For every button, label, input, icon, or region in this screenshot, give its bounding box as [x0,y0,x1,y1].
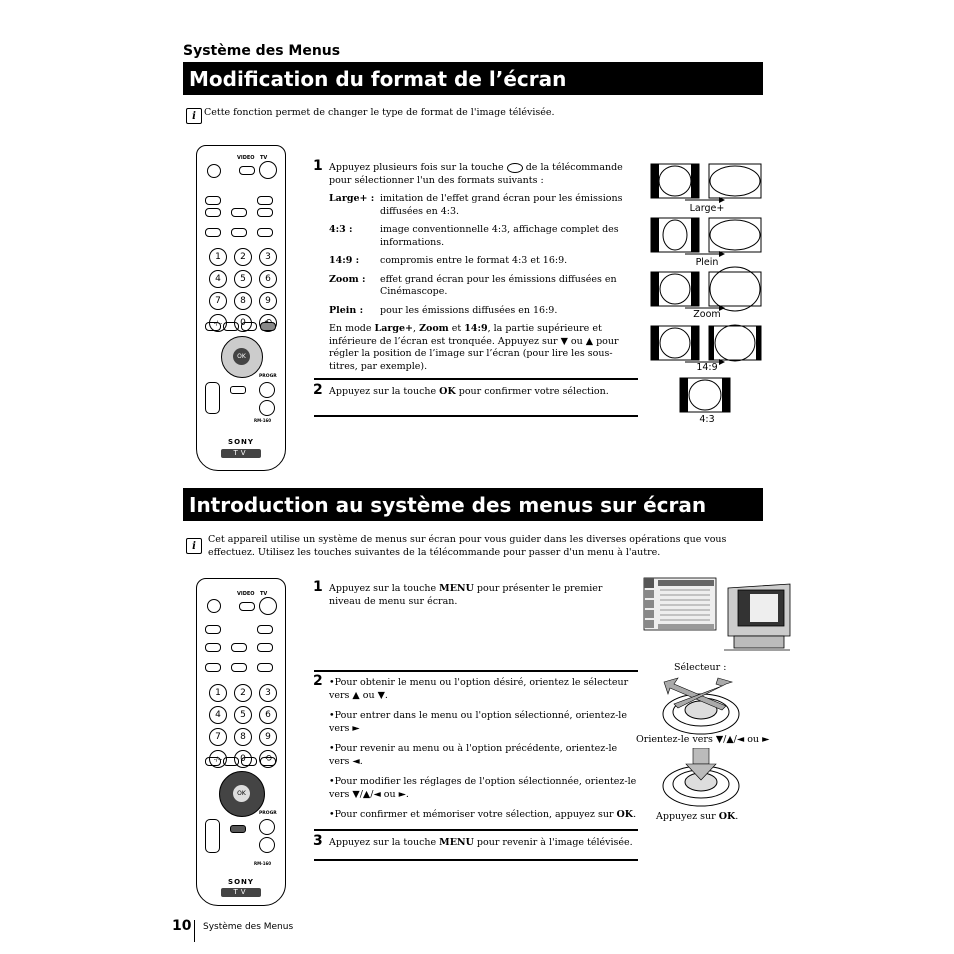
key-8: 8 [234,292,252,310]
key-3: 3 [259,684,277,702]
func-button [205,322,221,331]
format-term: 4:3 : [329,224,353,235]
key-double-digit: -/-- [209,314,227,332]
format-desc: image conventionnelle 4:3, affichage complet des informations. [380,224,619,248]
step2-instruction [329,386,634,399]
key-double-digit: -/-- [209,750,227,768]
format-item [329,193,634,218]
diagram-plein [651,218,761,257]
ok-button: OK [233,785,250,802]
step-text: Appuyez sur la touche [329,837,440,848]
prog-down-button [259,400,275,416]
bullet-item [329,710,637,735]
press-ok-label [656,811,738,824]
format-term: Large+ : [329,193,375,204]
number-keypad [209,248,277,332]
key-0: 0 [234,314,252,332]
func-button [257,196,273,205]
key-2: 2 [234,684,252,702]
section-label: Système des Menus [183,43,341,59]
format-item [329,305,634,318]
prog-up-button [259,819,275,835]
key-6: 6 [259,270,277,288]
step-number: 2 [313,382,323,398]
step-text: Appuyez sur la touche [329,583,440,594]
func-button [257,208,273,217]
diagram-caption: Large+ [689,203,725,214]
format-item [329,255,634,268]
format-diagrams [645,160,765,430]
bullet-item [329,677,637,702]
mode-note [329,323,634,373]
bullet-text: •Pour entrer dans le menu ou l'option sélectionné, orientez-le vers ► [329,710,627,734]
step2-bullets [329,677,637,830]
diagram-caption: 4:3 [699,414,715,425]
brand-logo: SONY [228,878,254,886]
info-icon: i [186,108,202,124]
ok-button: OK [233,348,250,365]
menu-key-label: MENU [439,583,474,594]
step1-text-a: Appuyez plusieurs fois sur la touche [329,162,504,173]
number-keypad [209,684,277,768]
remote-control-image [196,145,286,471]
video-label: VIDEO [237,591,255,597]
footer-separator [194,920,195,942]
divider [314,378,638,380]
divider [314,859,638,861]
format-button [260,322,276,331]
model-label: RM-160 [254,418,272,423]
orient-label: Orientez-le vers ▼/▲/◄ ou ► [636,734,770,745]
joystick-direction-illustration [656,674,766,736]
press-text: Appuyez sur [656,811,719,822]
ok-key-label: OK [718,811,736,822]
prog-up-button [259,382,275,398]
footer-section: Système des Menus [203,922,294,932]
key-2: 2 [234,248,252,266]
bullet-text: •Pour modifier les réglages de l'option sélectionnée, orientez-le vers ▼/▲/◄ ou ►. [329,776,637,800]
func-button [241,322,257,331]
section1-title: Modification du format de l’écran [183,62,763,95]
format-list [329,193,634,323]
format-desc: compromis entre le format 4:3 et 16:9. [380,255,568,266]
menu-button [230,386,246,394]
note-term: Large+ [374,323,414,334]
press-text: . [735,811,739,822]
note-term: 14:9 [464,323,488,334]
info-icon: i [186,538,202,554]
bullet-item [329,809,637,822]
format-desc: pour les émissions diffusées en 16:9. [380,304,558,316]
key-4: 4 [209,706,227,724]
diagram-4-3 [680,378,730,412]
key-1: 1 [209,248,227,266]
video-button [239,166,255,175]
progr-label: PROGR [259,374,277,379]
func-button [231,663,247,672]
onscreen-menu-illustration [642,576,792,656]
func-button [257,643,273,652]
diagram-caption: Plein [695,257,719,268]
func-button [257,663,273,672]
format-button-icon [507,163,523,173]
key-5: 5 [234,706,252,724]
format-item [329,224,634,249]
divider [314,829,638,831]
key-8: 8 [234,728,252,746]
func-button [257,228,273,237]
bullet-text: . [633,809,637,820]
remote-control-image [196,578,286,906]
step1-instruction [329,162,634,187]
divider [314,415,638,417]
note-text: , [413,323,420,334]
key-7: 7 [209,292,227,310]
bullet-item [329,776,637,801]
func-button [205,643,221,652]
diagram-14-9 [651,325,761,365]
menu-button [230,825,246,833]
step1-text-b: de la télécommande pour sélectionner l'un des formats suivants : [329,162,623,186]
note-text: En mode [329,323,375,334]
key-0: 0 [234,750,252,768]
func-button [223,757,239,766]
section2-intro: Cet appareil utilise un système de menus sur écran pour vous guider dans les diverses opérations que vous effectuez. Utilisez les touches suivantes de la télécommande pour passer d'un menu à l'autre. [208,534,727,558]
func-button [231,228,247,237]
func-button [205,757,221,766]
func-button [231,643,247,652]
ok-key-label: OK [616,809,634,820]
format-desc: effet grand écran pour les émissions diffusées en Cinémascope. [380,273,617,297]
ok-key-label: OK [439,386,456,397]
key-1: 1 [209,684,227,702]
key-3: 3 [259,248,277,266]
tv-label: TV [260,155,268,161]
step-text: pour présenter le premier niveau de menu sur écran. [329,583,603,607]
func-button [223,322,239,331]
step-number: 2 [313,673,323,689]
section2-title: Introduction au système des menus sur écran [183,488,763,521]
note-text: , la partie supérieure et inférieure de l’écran est tronquée. Appuyez sur ▼ ou ▲ pour régler la position de l’image sur l’écran (pour lire les sous-titres, par exemple). [329,323,619,372]
diagram-large-plus [651,164,761,203]
menu-key-label: MENU [439,837,474,848]
func-button [231,208,247,217]
diagram-caption: Zoom [693,309,721,320]
format-term: Plein : [329,304,364,316]
brand-logo: SONY [228,438,254,446]
func-button [205,208,221,217]
selector-label: Sélecteur : [674,662,727,673]
func-button [260,757,276,766]
tv-bar: TV [221,888,261,897]
step-number: 1 [313,158,323,174]
diagram-zoom [651,267,761,311]
func-button [205,196,221,205]
bullet-text: •Pour confirmer et mémoriser votre sélection, appuyez sur [329,809,617,820]
mute-button [207,599,221,613]
format-desc: imitation de l'effet grand écran pour les émissions diffusées en 4:3. [380,193,623,217]
video-button [239,602,255,611]
step2-text: pour confirmer votre sélection. [455,386,609,397]
format-term: Zoom : [329,273,366,285]
key-7: 7 [209,728,227,746]
tv-bar: TV [221,449,261,458]
key-9: 9 [259,728,277,746]
power-button [259,597,277,615]
step2-text: Appuyez sur la touche [329,386,440,397]
key-4: 4 [209,270,227,288]
volume-rocker [205,382,220,414]
step1-instruction [329,583,634,608]
page-number: 10 [172,918,192,934]
func-button [205,228,221,237]
step3-instruction [329,837,634,850]
joystick [221,336,263,378]
step-number: 1 [313,579,323,595]
key-9: 9 [259,292,277,310]
key-jump: ⟲ [259,750,277,768]
step-text: pour revenir à l'image télévisée. [473,837,633,848]
diagram-caption: 14:9 [696,362,718,373]
power-button [259,161,277,179]
joystick-press-illustration [656,748,766,810]
step-number: 3 [313,833,323,849]
note-text: et [448,323,465,334]
volume-rocker [205,819,220,853]
prog-down-button [259,837,275,853]
format-term: 14:9 : [329,255,360,266]
mute-button [207,164,221,178]
format-item [329,274,634,299]
bullet-text: •Pour obtenir le menu ou l'option désiré, orientez le sélecteur vers ▲ ou ▼. [329,677,629,701]
key-6: 6 [259,706,277,724]
func-button [205,663,221,672]
section1-intro: Cette fonction permet de changer le type de format de l'image télévisée. [204,107,555,118]
func-button [257,625,273,634]
key-5: 5 [234,270,252,288]
bullet-item [329,743,637,768]
model-label: RM-160 [254,861,272,866]
func-button [241,757,257,766]
func-button [205,625,221,634]
progr-label: PROGR [259,811,277,816]
note-term: Zoom [419,323,449,334]
bullet-text: •Pour revenir au menu ou à l'option précédente, orientez-le vers ◄. [329,743,618,767]
tv-label: TV [260,591,268,597]
video-label: VIDEO [237,155,255,161]
divider [314,670,638,672]
